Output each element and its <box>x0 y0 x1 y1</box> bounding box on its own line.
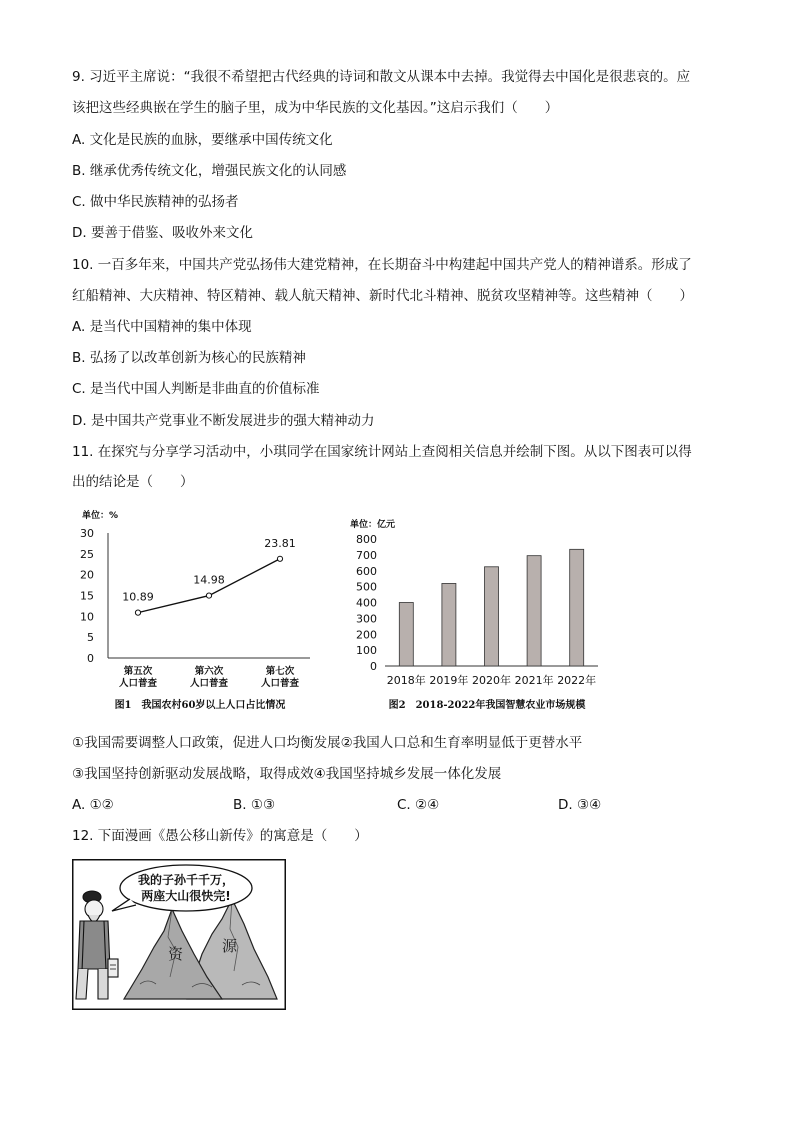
chart1-data-label: 23.81 <box>264 536 296 550</box>
chart2-caption: 图2 2018-2022年我国智慧农业市场规模 <box>388 700 586 711</box>
cartoon-yugong-new-story <box>72 859 286 1010</box>
q10-stem-line1: 10. 一百多年来，中国共产党弘扬伟大建党精神，在长期奋斗中构建起中国共产党人的精神谱系。形成了 <box>72 257 692 273</box>
chart1-data-label: 14.98 <box>193 573 225 587</box>
q11-stem-line2: 出的结论是（ ） <box>72 474 194 490</box>
q9-option-c[interactable]: C. 做中华民族精神的弘扬者 <box>72 194 239 210</box>
q11-option-c[interactable]: C. ②④ <box>397 797 440 813</box>
bubble-line1: 我的子孙千千万， <box>137 873 235 887</box>
q10-option-d[interactable]: D. 是中国共产党事业不断发展进步的强大精神动力 <box>72 413 375 429</box>
chart2-bar <box>442 583 456 666</box>
q11-statements-2: ③我国坚持创新驱动发展战略，取得成效④我国坚持城乡发展一体化发展 <box>72 766 502 782</box>
chart2-bar <box>399 603 413 667</box>
chart2-ytick-label: 400 <box>356 596 377 610</box>
chart2-category-label: 2021年 <box>514 674 554 687</box>
q11-statements-1: ①我国需要调整人口政策，促进人口均衡发展②我国人口总和生育率明显低于更替水平 <box>72 735 583 751</box>
chart2-bar <box>527 556 541 666</box>
chart1-ytick-label: 0 <box>87 652 94 665</box>
chart1-category-label: 第六次 <box>194 666 224 677</box>
q9-option-d[interactable]: D. 要善于借鉴、吸收外来文化 <box>72 225 253 241</box>
q10-option-b[interactable]: B. 弘扬了以改革创新为核心的民族精神 <box>72 350 306 366</box>
chart2-ytick-label: 300 <box>356 612 377 626</box>
chart2-category-label: 2020年 <box>472 674 511 687</box>
chart2-ytick-label: 800 <box>356 533 377 546</box>
chart2-unit: 单位：亿元 <box>350 520 396 530</box>
chart2-category-label: 2022年 <box>557 674 597 687</box>
chart2-bar <box>570 549 584 666</box>
chart1-caption: 图1 我国农村60岁以上人口占比情况 <box>114 700 286 711</box>
q11-option-d[interactable]: D. ③④ <box>558 797 602 813</box>
chart-smart-agri-market <box>340 515 615 715</box>
q12-stem: 12. 下面漫画《愚公移山新传》的寓意是（ ） <box>72 828 368 844</box>
q9-stem-line1: 9. 习近平主席说：“我很不希望把古代经典的诗词和散文从课本中去掉。我觉得去中国化是很悲哀的。应 <box>72 69 691 85</box>
chart2-ytick-label: 700 <box>356 548 377 562</box>
chart1-category-label: 第七次 <box>265 666 295 677</box>
chart1-unit: 单位：% <box>82 511 119 521</box>
chart1-ytick-label: 5 <box>87 631 94 645</box>
chart1-point <box>135 610 140 615</box>
chart1-ytick-label: 30 <box>80 527 94 540</box>
q11-option-b[interactable]: B. ①③ <box>233 797 276 813</box>
q11-stem-line1: 11. 在探究与分享学习活动中，小琪同学在国家统计网站上查阅相关信息并绘制下图。从以下图表可以得 <box>72 444 692 460</box>
chart2-category-label: 2019年 <box>429 674 469 687</box>
chart2-ytick-label: 600 <box>356 564 377 578</box>
chart1-point <box>206 593 211 598</box>
chart-rural-elderly-share <box>70 505 330 715</box>
bubble-line2: 两座大山很快完! <box>141 889 231 903</box>
chart1-ytick-label: 10 <box>80 610 94 624</box>
chart2-ytick-label: 0 <box>370 660 377 673</box>
chart1-category-label: 人口普查 <box>118 678 158 689</box>
chart2-bar <box>485 567 499 666</box>
q9-option-b[interactable]: B. 继承优秀传统文化，增强民族文化的认同感 <box>72 163 347 179</box>
chart2-ytick-label: 100 <box>356 644 377 658</box>
chart1-ytick-label: 20 <box>80 568 94 582</box>
chart1-category-label: 第五次 <box>123 666 153 677</box>
chart2-ytick-label: 500 <box>356 580 377 594</box>
chart2-ytick-label: 200 <box>356 628 377 642</box>
q9-stem-line2: 该把这些经典嵌在学生的脑子里，成为中华民族的文化基因。”这启示我们（ ） <box>72 100 559 116</box>
chart1-category-label: 人口普查 <box>260 678 300 689</box>
chart1-ytick-label: 15 <box>80 589 94 603</box>
q10-option-a[interactable]: A. 是当代中国精神的集中体现 <box>72 319 252 335</box>
q9-option-a[interactable]: A. 文化是民族的血脉，要继承中国传统文化 <box>72 132 333 148</box>
chart1-category-label: 人口普查 <box>189 678 229 689</box>
mountain-label-left: 资 <box>168 945 184 963</box>
q11-option-a[interactable]: A. ①② <box>72 797 114 813</box>
q10-stem-line2: 红船精神、大庆精神、特区精神、载人航天精神、新时代北斗精神、脱贫攻坚精神等。这些精神（ ） <box>72 288 693 304</box>
chart2-category-label: 2018年 <box>386 674 426 687</box>
chart1-data-label: 10.89 <box>122 590 154 604</box>
q10-option-c[interactable]: C. 是当代中国人判断是非曲直的价值标准 <box>72 381 320 397</box>
mountain-label-right: 源 <box>222 937 238 955</box>
chart1-point <box>277 556 282 561</box>
chart1-ytick-label: 25 <box>80 547 94 561</box>
